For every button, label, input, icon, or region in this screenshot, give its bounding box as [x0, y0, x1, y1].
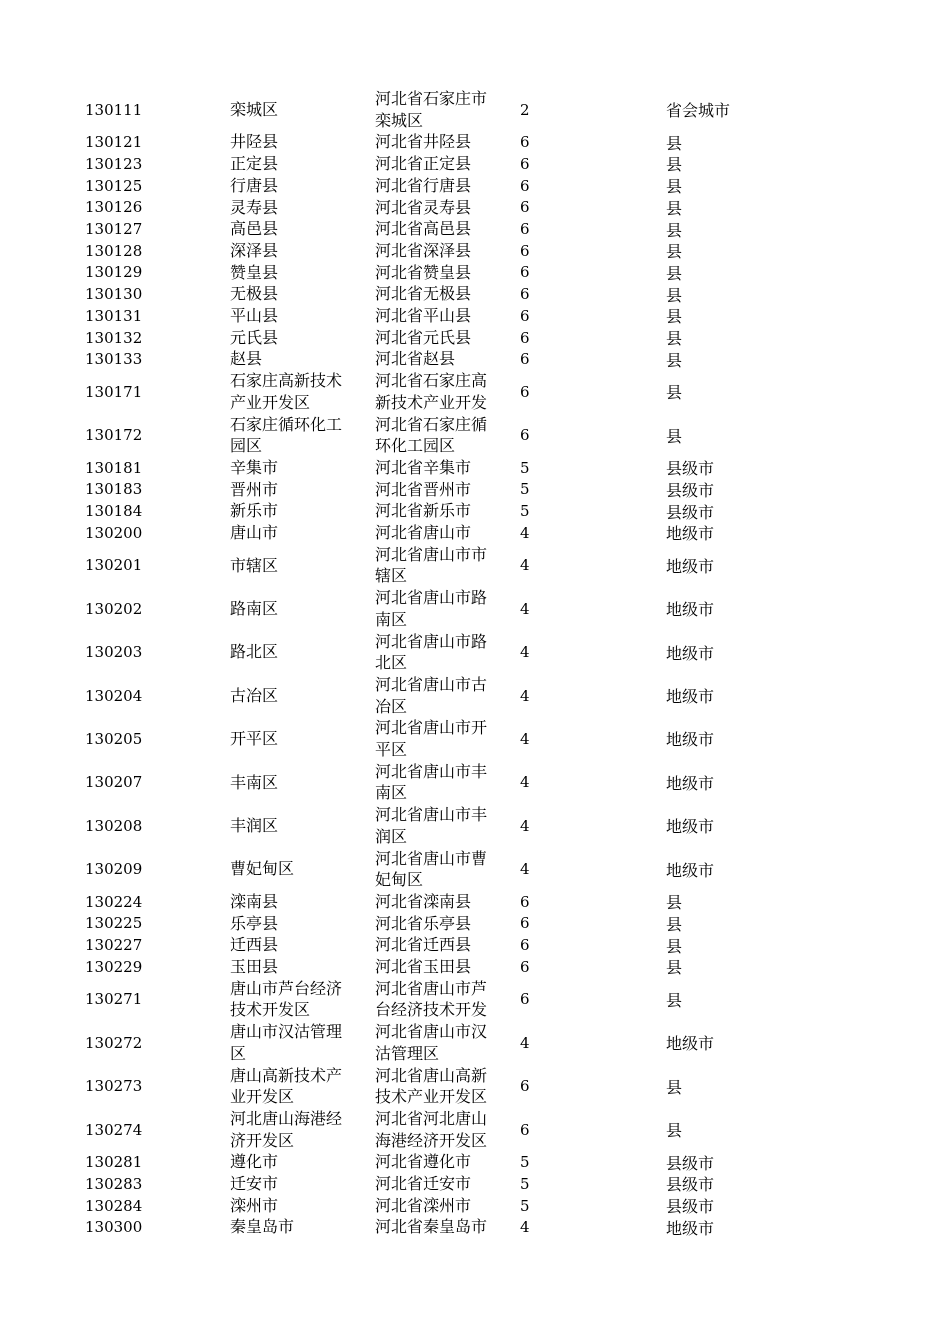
city-type-cell: 县: [666, 383, 683, 403]
region-name-cell: 秦皇岛市: [230, 1217, 295, 1237]
level-cell: 6: [520, 220, 530, 239]
city-type-cell: 县级市: [666, 502, 715, 522]
region-code-cell: 130127: [85, 220, 143, 239]
table-row: [0, 674, 950, 717]
table-row: [0, 587, 950, 630]
full-name-cell-line: 河北省唐山市汉: [375, 1022, 488, 1042]
region-code-cell: 130274: [85, 1120, 143, 1139]
region-name-cell: 井陉县: [230, 132, 279, 152]
level-cell: 5: [520, 480, 530, 499]
region-code-cell: 130171: [85, 382, 143, 401]
full-name-cell-line: 南区: [375, 783, 408, 803]
table-row: [0, 305, 950, 327]
region-name-cell: 滦州市: [230, 1195, 279, 1215]
full-name-cell-line: 南区: [375, 609, 408, 629]
level-cell: 5: [520, 1196, 530, 1215]
region-name-cell-line: 技术开发区: [230, 1000, 311, 1020]
city-type-cell: 地级市: [666, 556, 715, 576]
full-name-cell: 河北省平山县: [375, 306, 472, 325]
full-name-cell: 河北省迁西县: [375, 935, 472, 955]
table-row: [0, 348, 950, 370]
region-name-cell-line: 石家庄循环化工: [230, 414, 343, 434]
region-code-cell: 130121: [85, 133, 143, 152]
full-name-cell: [375, 761, 505, 804]
table-row: [0, 175, 950, 197]
table-row: [0, 479, 950, 501]
full-name-cell: 河北省元氏县: [375, 327, 472, 347]
full-name-cell: 河北省滦南县: [375, 891, 472, 911]
region-code-cell: 130125: [85, 176, 143, 195]
city-type-cell: 县: [666, 350, 683, 370]
region-name-cell: 栾城区: [230, 99, 279, 119]
table-row: [0, 1108, 950, 1151]
region-code-cell: 130224: [85, 892, 143, 911]
level-cell: 4: [520, 860, 530, 879]
table-row: [0, 934, 950, 956]
city-type-cell: 县: [666, 198, 683, 218]
table-row: [0, 891, 950, 913]
full-name-cell: [375, 717, 505, 760]
table-row: [0, 1173, 950, 1195]
level-cell: 4: [520, 773, 530, 792]
level-cell: 6: [520, 1120, 530, 1139]
region-code-cell: 130227: [85, 936, 143, 955]
table-row: [0, 717, 950, 760]
table-row: [0, 283, 950, 305]
full-name-cell-line: 河北省唐山高新: [375, 1065, 488, 1085]
region-code-cell: 130129: [85, 263, 143, 282]
level-cell: 5: [520, 1153, 530, 1172]
full-name-cell: [375, 1108, 505, 1151]
region-code-cell: 130300: [85, 1218, 143, 1237]
city-type-cell: 县: [666, 242, 683, 262]
table-row: [0, 1195, 950, 1217]
region-code-cell: 130131: [85, 306, 143, 325]
full-name-cell-line: 河北省石家庄循: [375, 414, 488, 434]
region-name-cell: 唐山市: [230, 523, 279, 542]
full-name-cell: 河北省无极县: [375, 284, 472, 304]
region-name-cell: 晋州市: [230, 479, 279, 499]
region-name-cell: 赵县: [230, 349, 263, 369]
city-type-cell: 县级市: [666, 1197, 715, 1217]
region-name-cell: 元氏县: [230, 327, 279, 347]
region-code-cell: 130201: [85, 556, 143, 575]
level-cell: 6: [520, 350, 530, 369]
city-type-cell: 县: [666, 263, 683, 283]
table-row: [0, 197, 950, 219]
full-name-cell-line: 平区: [375, 740, 408, 759]
region-name-cell: [230, 1021, 360, 1064]
region-name-cell-line: 园区: [230, 436, 263, 456]
region-name-cell: [230, 414, 360, 457]
table-row: [0, 804, 950, 847]
full-name-cell-line: 栾城区: [375, 110, 424, 130]
full-name-cell-line: 冶区: [375, 696, 408, 716]
full-name-cell: 河北省赵县: [375, 349, 456, 369]
city-type-cell: 地级市: [666, 773, 715, 793]
table-row: [0, 370, 950, 413]
region-name-cell: 遵化市: [230, 1152, 279, 1172]
level-cell: 4: [520, 599, 530, 618]
full-name-cell: [375, 1021, 505, 1064]
city-type-cell: 县级市: [666, 1153, 715, 1173]
city-type-cell: 地级市: [666, 730, 715, 750]
city-type-cell: 县: [666, 329, 683, 349]
level-cell: 2: [520, 100, 530, 119]
full-name-cell: [375, 587, 505, 630]
level-cell: 5: [520, 502, 530, 521]
full-name-cell-line: 环化工园区: [375, 436, 456, 456]
full-name-cell: 河北省玉田县: [375, 957, 472, 976]
region-name-cell-line: 业开发区: [230, 1087, 295, 1107]
full-name-cell: 河北省高邑县: [375, 219, 472, 239]
level-cell: 6: [520, 892, 530, 911]
region-name-cell: 迁西县: [230, 935, 279, 955]
city-type-cell: 县: [666, 133, 683, 153]
region-name-cell: 乐亭县: [230, 913, 279, 933]
region-name-cell: 无极县: [230, 284, 279, 304]
region-name-cell: 路南区: [230, 598, 279, 618]
region-code-cell: 130284: [85, 1196, 143, 1215]
level-cell: 6: [520, 328, 530, 347]
full-name-cell: 河北省灵寿县: [375, 197, 472, 217]
region-name-cell: 新乐市: [230, 501, 279, 521]
full-name-cell: 河北省赞皇县: [375, 262, 472, 282]
region-name-cell: [230, 978, 360, 1021]
region-code-cell: 130200: [85, 523, 143, 542]
city-type-cell: 县: [666, 177, 683, 197]
region-code-cell: 130281: [85, 1153, 143, 1172]
full-name-cell-line: 台经济技术开发: [375, 1000, 488, 1020]
full-name-cell-line: 河北省石家庄市: [375, 89, 488, 108]
table-row: [0, 1216, 950, 1238]
level-cell: 6: [520, 936, 530, 955]
level-cell: 6: [520, 285, 530, 304]
region-name-cell: 市辖区: [230, 555, 279, 575]
level-cell: 6: [520, 198, 530, 217]
region-code-cell: 130272: [85, 1033, 143, 1052]
city-type-cell: 地级市: [666, 687, 715, 707]
table-row: [0, 1065, 950, 1108]
region-name-cell: 玉田县: [230, 957, 279, 976]
city-type-cell: 县: [666, 893, 683, 913]
full-name-cell-line: 技术产业开发区: [375, 1087, 488, 1107]
level-cell: 6: [520, 133, 530, 152]
table-row: [0, 457, 950, 479]
level-cell: 6: [520, 1077, 530, 1096]
full-name-cell: 河北省秦皇岛市: [375, 1217, 488, 1237]
level-cell: 6: [520, 241, 530, 260]
city-type-cell: 县: [666, 220, 683, 240]
region-code-cell: 130209: [85, 860, 143, 879]
level-cell: 6: [520, 176, 530, 195]
region-name-cell: 曹妃甸区: [230, 859, 295, 879]
full-name-cell: [375, 804, 505, 847]
region-code-cell: 130133: [85, 350, 143, 369]
table-row: [0, 913, 950, 935]
level-cell: 4: [520, 1218, 530, 1237]
city-type-cell: 地级市: [666, 1218, 715, 1238]
table-row: [0, 956, 950, 978]
region-code-cell: 130130: [85, 285, 143, 304]
level-cell: 6: [520, 990, 530, 1009]
full-name-cell-line: 海港经济开发区: [375, 1130, 488, 1150]
table-row: [0, 978, 950, 1021]
region-code-cell: 130111: [85, 100, 143, 119]
region-code-cell: 130172: [85, 426, 143, 445]
full-name-cell: 河北省遵化市: [375, 1152, 472, 1172]
table-row: [0, 218, 950, 240]
region-name-cell: 辛集市: [230, 457, 279, 477]
full-name-cell-line: 辖区: [375, 566, 408, 586]
city-type-cell: 县级市: [666, 480, 715, 500]
table-row: [0, 131, 950, 153]
full-name-cell-line: 北区: [375, 653, 408, 673]
table-row: [0, 544, 950, 587]
full-name-cell: [375, 414, 505, 457]
city-type-cell: 县: [666, 914, 683, 934]
region-code-cell: 130271: [85, 990, 143, 1009]
level-cell: 6: [520, 306, 530, 325]
region-code-cell: 130229: [85, 957, 143, 976]
full-name-cell: 河北省井陉县: [375, 132, 472, 152]
full-name-cell: 河北省乐亭县: [375, 913, 472, 933]
city-type-cell: 县: [666, 1121, 683, 1141]
city-type-cell: 县: [666, 936, 683, 956]
city-type-cell: 县: [666, 285, 683, 305]
region-name-cell-line: 河北唐山海港经: [230, 1108, 343, 1128]
level-cell: 6: [520, 154, 530, 173]
level-cell: 6: [520, 914, 530, 933]
region-code-cell: 130225: [85, 914, 143, 933]
region-name-cell-line: 唐山市芦台经济: [230, 978, 343, 998]
table-row: [0, 522, 950, 544]
region-code-cell: 130126: [85, 198, 143, 217]
level-cell: 5: [520, 1174, 530, 1193]
city-type-cell: 县级市: [666, 1175, 715, 1195]
region-name-cell-line: 区: [230, 1043, 247, 1063]
city-type-cell: 地级市: [666, 860, 715, 880]
full-name-cell: [375, 848, 505, 891]
full-name-cell: [375, 88, 505, 131]
level-cell: 6: [520, 957, 530, 976]
region-name-cell: 古冶区: [230, 685, 279, 705]
table-row: [0, 1021, 950, 1064]
full-name-cell: [375, 544, 505, 587]
full-name-cell: 河北省辛集市: [375, 457, 472, 477]
region-name-cell-line: 唐山高新技术产: [230, 1065, 343, 1085]
table-row: [0, 88, 950, 131]
region-code-cell: 130203: [85, 643, 143, 662]
full-name-cell: [375, 978, 505, 1021]
full-name-cell-line: 河北省唐山市丰: [375, 805, 488, 825]
region-code-cell: 130132: [85, 328, 143, 347]
table-row: [0, 500, 950, 522]
region-code-cell: 130202: [85, 599, 143, 618]
city-type-cell: 地级市: [666, 524, 715, 544]
region-code-cell: 130283: [85, 1174, 143, 1193]
city-type-cell: 地级市: [666, 817, 715, 837]
region-name-cell-line: 产业开发区: [230, 392, 311, 412]
region-name-cell: 行唐县: [230, 175, 279, 195]
full-name-cell-line: 新技术产业开发: [375, 392, 488, 412]
region-name-cell: 滦南县: [230, 891, 279, 911]
level-cell: 4: [520, 523, 530, 542]
region-name-cell: 迁安市: [230, 1174, 279, 1193]
city-type-cell: 地级市: [666, 1034, 715, 1054]
region-name-cell-line: 唐山市汉沽管理: [230, 1022, 343, 1042]
city-type-cell: 地级市: [666, 600, 715, 620]
full-name-cell-line: 河北省河北唐山: [375, 1108, 488, 1128]
full-name-cell-line: 河北省唐山市路: [375, 588, 488, 608]
city-type-cell: 县级市: [666, 459, 715, 479]
region-code-cell: 130208: [85, 816, 143, 835]
region-name-cell-line: 济开发区: [230, 1130, 295, 1150]
level-cell: 4: [520, 729, 530, 748]
full-name-cell: [375, 631, 505, 674]
full-name-cell: 河北省滦州市: [375, 1195, 472, 1215]
region-name-cell-line: 石家庄高新技术: [230, 371, 343, 391]
full-name-cell: [375, 370, 505, 413]
level-cell: 5: [520, 458, 530, 477]
city-type-cell: 县: [666, 426, 683, 446]
region-code-cell: 130128: [85, 241, 143, 260]
level-cell: 4: [520, 556, 530, 575]
full-name-cell-line: 河北省唐山市芦: [375, 978, 488, 998]
full-name-cell-line: 润区: [375, 826, 408, 846]
full-name-cell-line: 河北省唐山市曹: [375, 848, 488, 868]
region-name-cell: 平山县: [230, 306, 279, 325]
region-name-cell: 灵寿县: [230, 197, 279, 217]
table-row: [0, 262, 950, 284]
region-name-cell: 丰润区: [230, 815, 279, 835]
region-name-cell: 路北区: [230, 642, 279, 662]
region-name-cell: 深泽县: [230, 240, 279, 260]
city-type-cell: 省会城市: [666, 101, 731, 121]
region-name-cell: 正定县: [230, 154, 279, 174]
level-cell: 6: [520, 263, 530, 282]
level-cell: 6: [520, 426, 530, 445]
city-type-cell: 县: [666, 958, 683, 978]
full-name-cell: [375, 674, 505, 717]
table-row: [0, 848, 950, 891]
full-name-cell-line: 河北省唐山市市: [375, 544, 488, 564]
full-name-cell-line: 河北省唐山市开: [375, 718, 488, 738]
full-name-cell-line: 妃甸区: [375, 870, 424, 890]
table-row: [0, 761, 950, 804]
region-name-cell: 高邑县: [230, 219, 279, 239]
full-name-cell: 河北省深泽县: [375, 240, 472, 260]
city-type-cell: 县: [666, 155, 683, 175]
full-name-cell-line: 河北省唐山市路: [375, 631, 488, 651]
full-name-cell-line: 沽管理区: [375, 1043, 440, 1063]
full-name-cell: 河北省唐山市: [375, 523, 472, 542]
region-name-cell: [230, 370, 360, 413]
full-name-cell: 河北省正定县: [375, 154, 472, 174]
region-name-cell: [230, 1065, 360, 1108]
full-name-cell: 河北省晋州市: [375, 479, 472, 499]
region-code-cell: 130205: [85, 729, 143, 748]
level-cell: 4: [520, 816, 530, 835]
table-row: [0, 327, 950, 349]
region-name-cell: 丰南区: [230, 772, 279, 792]
full-name-cell: 河北省新乐市: [375, 501, 472, 521]
full-name-cell-line: 河北省唐山市丰: [375, 761, 488, 781]
region-code-cell: 130181: [85, 458, 143, 477]
region-name-cell: [230, 1108, 360, 1151]
table-row: [0, 240, 950, 262]
level-cell: 4: [520, 686, 530, 705]
level-cell: 4: [520, 643, 530, 662]
city-type-cell: 县: [666, 307, 683, 327]
city-type-cell: 地级市: [666, 643, 715, 663]
region-code-cell: 130184: [85, 502, 143, 521]
region-code-cell: 130123: [85, 154, 143, 173]
city-type-cell: 县: [666, 1077, 683, 1097]
region-code-cell: 130183: [85, 480, 143, 499]
full-name-cell: 河北省行唐县: [375, 175, 472, 195]
region-name-cell: 开平区: [230, 729, 279, 749]
city-type-cell: 县: [666, 990, 683, 1010]
level-cell: 4: [520, 1033, 530, 1052]
full-name-cell: [375, 1065, 505, 1108]
full-name-cell: 河北省迁安市: [375, 1174, 472, 1193]
region-code-cell: 130207: [85, 773, 143, 792]
full-name-cell-line: 河北省石家庄高: [375, 371, 488, 391]
full-name-cell-line: 河北省唐山市古: [375, 674, 488, 694]
region-code-cell: 130204: [85, 686, 143, 705]
table-row: [0, 631, 950, 674]
table-row: [0, 414, 950, 457]
level-cell: 6: [520, 382, 530, 401]
region-code-cell: 130273: [85, 1077, 143, 1096]
region-name-cell: 赞皇县: [230, 262, 279, 282]
table-row: [0, 153, 950, 175]
table-row: [0, 1151, 950, 1173]
